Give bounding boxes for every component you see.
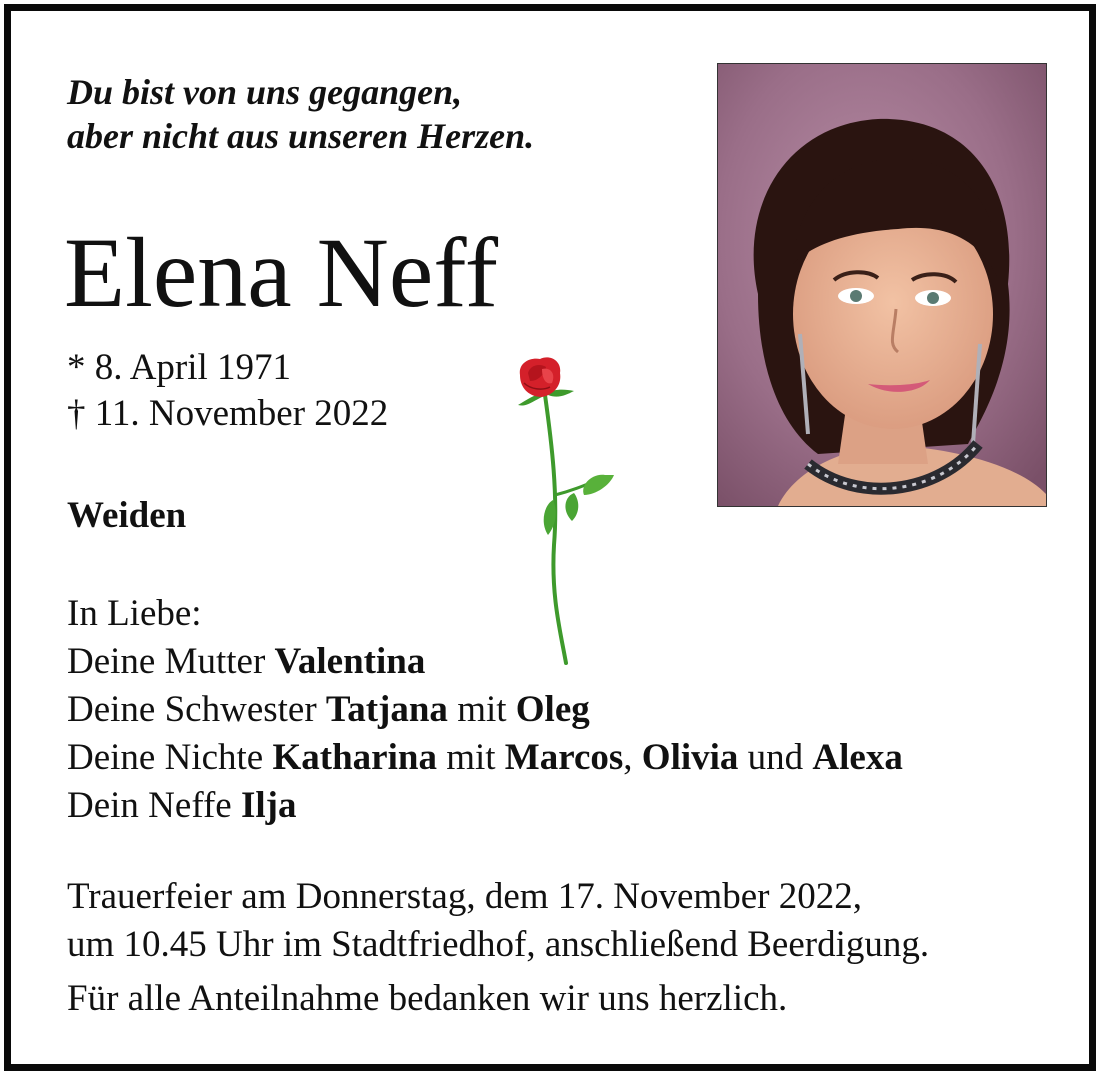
mourner-relation: und (738, 737, 813, 778)
motto-line-1: Du bist von uns gegangen, (67, 72, 463, 112)
portrait-image (718, 64, 1046, 506)
service-line-1: Trauerfeier am Donnerstag, dem 17. November 2022, (67, 876, 862, 917)
thanks-note: Für alle Anteilnahme bedanken wir uns herzlich. (67, 978, 788, 1019)
mourner-name: Olivia (641, 737, 739, 778)
motto (67, 70, 534, 158)
portrait-photo (717, 63, 1047, 507)
mourner-line (67, 686, 903, 734)
death-date: † 11. November 2022 (67, 393, 389, 434)
mourner-lines (67, 638, 903, 830)
mourner-name: Marcos (504, 737, 624, 778)
rose-icon (500, 355, 630, 667)
hometown: Weiden (67, 495, 187, 536)
mourner-name: Oleg (515, 689, 590, 730)
mourner-relation: mit (447, 689, 516, 730)
funeral-service-info (67, 873, 929, 969)
service-line-2: um 10.45 Uhr im Stadtfriedhof, anschließend Beerdigung. (67, 924, 930, 965)
mourner-relation: Deine Mutter (67, 641, 275, 682)
mourner-name: Tatjana (325, 689, 448, 730)
mourner-relation: Dein Neffe (67, 785, 241, 826)
mourner-line (67, 782, 903, 830)
mourner-name: Ilja (240, 785, 297, 826)
mourner-relation: , (623, 737, 642, 778)
mourner-line (67, 638, 903, 686)
mourner-relation: mit (436, 737, 505, 778)
motto-line-2: aber nicht aus unseren Herzen. (67, 116, 535, 156)
mourners-intro: In Liebe: (67, 593, 202, 634)
mourner-name: Valentina (274, 641, 426, 682)
mourner-name: Katharina (272, 737, 437, 778)
mourner-name: Alexa (812, 737, 903, 778)
birth-date: * 8. April 1971 (67, 347, 292, 388)
mourner-relation: Deine Schwester (67, 689, 326, 730)
mourner-relation: Deine Nichte (67, 737, 273, 778)
deceased-name: Elena Neff (64, 217, 499, 328)
life-dates (67, 345, 388, 437)
mourner-line (67, 734, 903, 782)
mourners-list (67, 590, 903, 830)
